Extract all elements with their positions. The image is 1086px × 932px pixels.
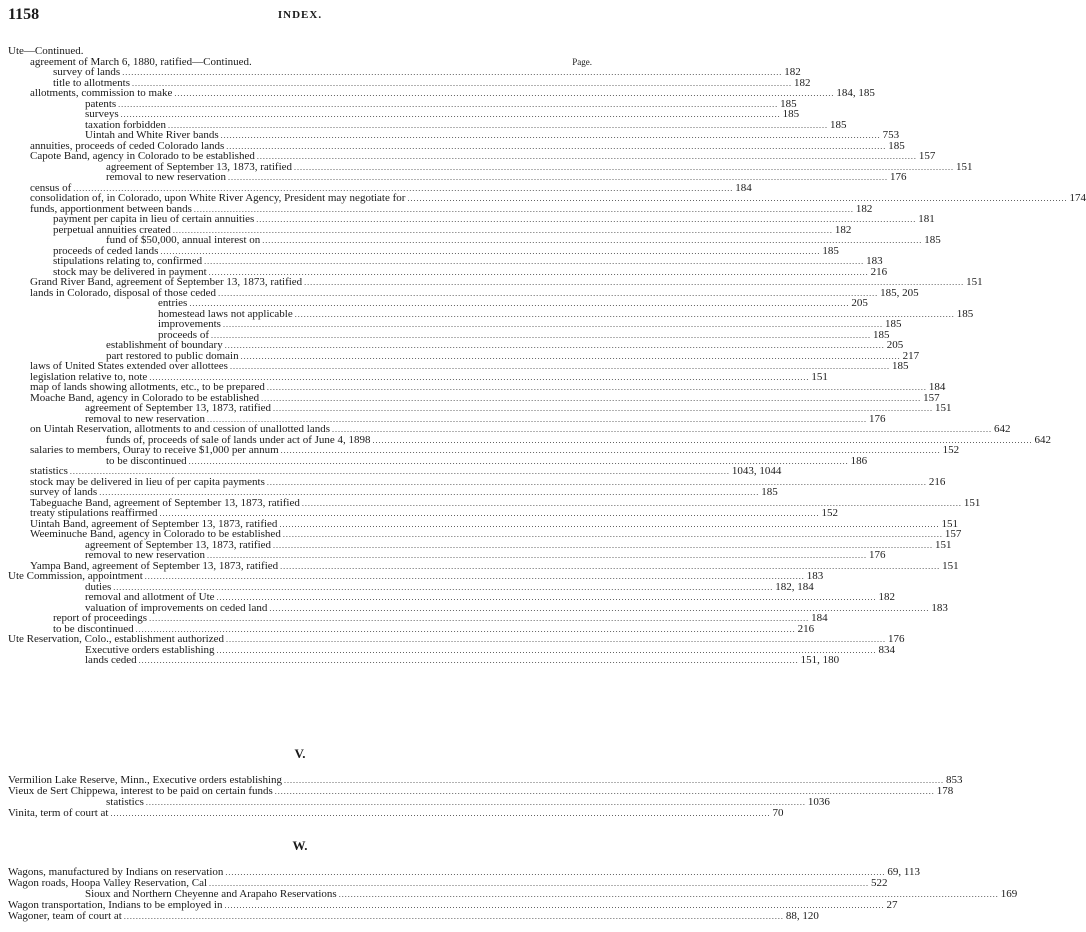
- dot-leader: ............................................................................................................................................................................................................................: [73, 183, 734, 193]
- dot-leader: ............................................................................................................................................................................................................................: [273, 404, 934, 413]
- entry-page: 185: [888, 139, 905, 152]
- entry-text: lands ceded: [85, 654, 137, 666]
- entry-page: 151: [966, 276, 983, 288]
- index-entry: [8, 807, 784, 819]
- dot-leader: ............................................................................................................................................................................................................................: [123, 912, 784, 921]
- dot-leader: ............................................................................................................................................................................................................................: [132, 78, 792, 88]
- entry-page: 642: [1034, 433, 1052, 446]
- entry-page: 151: [935, 402, 952, 414]
- entry-page: 176: [890, 171, 907, 183]
- dot-leader: ............................................................................................................................................................................................................................: [209, 879, 870, 888]
- entry-text: Ute—Continued.: [8, 45, 84, 57]
- entry-page: 182: [784, 66, 801, 78]
- dot-leader: ............................................................................................................................................................................................................................: [280, 446, 941, 455]
- entry-text: proceeds of: [158, 328, 210, 341]
- entry-text: establishment of boundary: [106, 339, 223, 351]
- entry-text: patents: [85, 97, 117, 110]
- entry-page: 157: [923, 391, 940, 404]
- entry-text: to be discontinued: [53, 622, 134, 635]
- page-number: 1158: [8, 6, 40, 23]
- page-header: [8, 6, 592, 28]
- entry-text: Executive orders establishing: [85, 643, 215, 656]
- entry-page: 834: [878, 643, 896, 656]
- entry-page: 157: [944, 528, 962, 540]
- entry-page: 151, 180: [800, 654, 840, 666]
- dot-leader: ............................................................................................................................................................................................................................: [372, 435, 1033, 445]
- dot-leader: ............................................................................................................................................................................................................................: [224, 341, 885, 350]
- entry-text: funds of, proceeds of sale of lands under act of June 4, 1898: [106, 433, 371, 446]
- entry-page: 151: [811, 370, 828, 383]
- entry-text: salaries to members, Ouray to receive $1,000 per annum: [30, 444, 279, 456]
- entry-text: Ute Commission, appointment: [8, 570, 143, 582]
- dot-leader: ............................................................................................................................................................................................................................: [160, 246, 821, 256]
- entry-text: agreement of September 13, 1873, ratified: [106, 160, 293, 173]
- dot-leader: ............................................................................................................................................................................................................................: [216, 645, 877, 655]
- entry-page: 69, 113: [887, 866, 920, 878]
- entry-page: 217: [902, 349, 920, 362]
- entry-text: statistics: [30, 465, 68, 477]
- entry-text: census of: [30, 181, 72, 194]
- entry-page: 152: [821, 507, 838, 519]
- dot-leader: ............................................................................................................................................................................................................................: [145, 798, 806, 807]
- dot-leader: ............................................................................................................................................................................................................................: [69, 467, 730, 476]
- dot-leader: ............................................................................................................................................................................................................................: [240, 351, 901, 361]
- entry-text: Wagon transportation, Indians to be employed in: [8, 899, 223, 911]
- dot-leader: ............................................................................................................................................................................................................................: [188, 456, 849, 466]
- dot-leader: ............................................................................................................................................................................................................................: [99, 488, 760, 497]
- entry-text: to be discontinued: [106, 454, 187, 467]
- entry-text: Vermilion Lake Reserve, Minn., Executive orders establishing: [8, 774, 283, 786]
- entry-page: 151: [942, 559, 959, 572]
- entry-text: stock may be delivered in lieu of per capita payments: [30, 475, 265, 488]
- dot-leader: ............................................................................................................................................................................................................................: [174, 89, 835, 98]
- entry-page: 1043, 1044: [731, 465, 782, 477]
- entry-text: improvements: [158, 318, 221, 330]
- entry-page: 205: [886, 339, 904, 351]
- entry-text: legislation relative to, note: [30, 370, 148, 383]
- entry-page: 184: [928, 381, 946, 393]
- dot-leader: ............................................................................................................................................................................................................................: [294, 309, 955, 319]
- dot-leader: ............................................................................................................................................................................................................................: [118, 99, 779, 109]
- entry-page: 184: [811, 612, 828, 624]
- entry-page: 176: [869, 549, 886, 561]
- entry-page: 184, 185: [836, 87, 875, 99]
- entry-page: 185, 205: [880, 286, 919, 299]
- entry-page: 642: [994, 423, 1011, 435]
- dot-leader: ............................................................................................................................................................................................................................: [274, 787, 935, 796]
- entry-text: fund of $50,000, annual interest on: [106, 234, 261, 246]
- entry-text: agreement of September 13, 1873, ratified: [85, 402, 272, 414]
- entry-page: 151: [941, 517, 958, 530]
- entry-page: 185: [761, 486, 778, 498]
- page-column-header: Page.: [572, 57, 592, 67]
- entry-page: 174: [1069, 192, 1086, 204]
- dot-leader: ............................................................................................................................................................................................................................: [282, 530, 943, 539]
- entry-text: laws of United States extended over allottees: [30, 360, 228, 372]
- entry-page: 185: [829, 118, 847, 131]
- entry-text: entries: [158, 297, 188, 309]
- entry-page: 27: [886, 899, 898, 911]
- entry-page: 183: [931, 601, 948, 614]
- entry-text: allotments, commission to make: [30, 87, 173, 99]
- entry-page: 70: [772, 807, 784, 819]
- entry-text: Moache Band, agency in Colorado to be established: [30, 391, 260, 404]
- entry-text: agreement of March 6, 1880, ratified—Continued.: [30, 55, 252, 68]
- dot-leader: ............................................................................................................................................................................................................................: [294, 162, 955, 172]
- section-letter: V.: [294, 746, 306, 761]
- dot-leader: ............................................................................................................................................................................................................................: [149, 372, 810, 382]
- entry-text: Wagons, manufactured by Indians on reservation: [8, 866, 224, 878]
- dot-leader: ............................................................................................................................................................................................................................: [218, 288, 879, 298]
- entry-text: statistics: [106, 796, 144, 808]
- entry-text: proceeds of ceded lands: [53, 244, 159, 257]
- dot-leader: ............................................................................................................................................................................................................................: [159, 509, 820, 518]
- dot-leader: ............................................................................................................................................................................................................................: [193, 204, 854, 214]
- entry-page: 185: [956, 307, 974, 320]
- entry-text: Vieux de Sert Chippewa, interest to be paid on certain funds: [8, 785, 273, 797]
- entry-page: 176: [869, 412, 886, 425]
- dot-leader: ............................................................................................................................................................................................................................: [338, 890, 999, 899]
- dot-leader: ............................................................................................................................................................................................................................: [149, 614, 810, 623]
- entry-text: lands in Colorado, disposal of those ceded: [30, 286, 217, 299]
- entry-page: 185: [873, 328, 890, 341]
- dot-leader: ............................................................................................................................................................................................................................: [172, 225, 833, 235]
- entry-page: 522: [871, 877, 888, 889]
- dot-leader: ............................................................................................................................................................................................................................: [301, 498, 962, 508]
- entry-page: 1036: [807, 796, 830, 808]
- entry-text: Vinita, term of court at: [8, 807, 109, 819]
- entry-page: 182: [794, 76, 811, 89]
- entry-page: 157: [918, 150, 936, 162]
- entry-text: report of proceedings: [53, 612, 148, 624]
- entry-text: annuities, proceeds of ceded Colorado lands: [30, 139, 225, 152]
- dot-leader: ............................................................................................................................................................................................................................: [266, 383, 927, 392]
- entry-page: 151: [935, 538, 952, 551]
- dot-leader: ............................................................................................................................................................................................................................: [256, 215, 917, 224]
- entry-page: 182: [855, 202, 873, 215]
- entry-text: Uintah Band, agreement of September 13, 1873, ratified: [30, 517, 278, 530]
- entry-page: 184: [735, 181, 752, 194]
- entry-page: 152: [942, 444, 960, 456]
- dot-leader: ............................................................................................................................................................................................................................: [144, 572, 805, 581]
- dot-leader: ............................................................................................................................................................................................................................: [284, 776, 945, 785]
- dot-leader: ............................................................................................................................................................................................................................: [226, 141, 887, 151]
- entry-page: 169: [1000, 888, 1018, 900]
- entry-text: agreement of September 13, 1873, ratified: [85, 538, 272, 551]
- entry-page: 185: [891, 360, 909, 372]
- entry-page: 183: [806, 570, 824, 582]
- entry-page: 185: [780, 97, 797, 110]
- entry-page: 178: [936, 785, 954, 797]
- entry-page: 183: [866, 255, 883, 267]
- dot-leader: ............................................................................................................................................................................................................................: [273, 540, 934, 550]
- entry-text: stipulations relating to, confirmed: [53, 255, 203, 267]
- entry-text: valuation of improvements on ceded land: [85, 601, 268, 614]
- dot-leader: ............................................................................................................................................................................................................................: [138, 656, 799, 665]
- entry-text: Uintah and White River bands: [85, 129, 219, 141]
- dot-leader: ............................................................................................................................................................................................................................: [216, 593, 877, 602]
- dot-leader: ............................................................................................................................................................................................................................: [228, 173, 889, 182]
- entry-text: Ute Reservation, Colo., establishment authorized: [8, 633, 224, 645]
- dot-leader: ............................................................................................................................................................................................................................: [167, 120, 828, 130]
- entry-page: 151: [956, 160, 973, 173]
- entry-page: 151: [963, 496, 981, 509]
- entry-text: survey of lands: [30, 486, 98, 498]
- dot-leader: ............................................................................................................................................................................................................................: [211, 330, 872, 340]
- entry-text: Tabeguache Band, agreement of September 13, 1873, ratified: [30, 496, 300, 509]
- dot-leader: ............................................................................................................................................................................................................................: [261, 393, 922, 403]
- section-letter: W.: [292, 838, 308, 853]
- entry-text: Capote Band, agency in Colorado to be established: [30, 150, 255, 162]
- entry-text: removal and allotment of Ute: [85, 591, 215, 603]
- dot-leader: ............................................................................................................................................................................................................................: [222, 320, 883, 329]
- entry-text: surveys: [85, 108, 119, 120]
- entry-text: homestead laws not applicable: [158, 307, 293, 320]
- entry-page: 181: [918, 213, 935, 225]
- entry-page: 753: [882, 129, 900, 141]
- dot-leader: ............................................................................................................................................................................................................................: [189, 299, 850, 308]
- index-entry: [8, 654, 840, 666]
- dot-leader: ............................................................................................................................................................................................................................: [269, 603, 930, 613]
- entry-text: Yampa Band, agreement of September 13, 1873, ratified: [30, 559, 279, 572]
- entry-text: Grand River Band, agreement of September 13, 1873, ratified: [30, 276, 303, 288]
- index-entry: [8, 910, 819, 922]
- dot-leader: ............................................................................................................................................................................................................................: [266, 477, 927, 487]
- entry-text: on Uintah Reservation, allotments to and cession of unallotted lands: [30, 423, 330, 435]
- entry-text: Wagon roads, Hoopa Valley Reservation, Cal: [8, 877, 208, 889]
- entry-page: 185: [884, 318, 902, 330]
- entry-text: map of lands showing allotments, etc., to be prepared: [30, 381, 265, 393]
- entry-page: 216: [928, 475, 946, 488]
- entry-text: removal to new reservation: [85, 412, 206, 425]
- entry-text: removal to new reservation: [106, 171, 227, 183]
- dot-leader: ............................................................................................................................................................................................................................: [262, 236, 923, 245]
- dot-leader: ............................................................................................................................................................................................................................: [207, 414, 868, 424]
- entry-text: Weeminuche Band, agency in Colorado to be established: [30, 528, 281, 540]
- dot-leader: ............................................................................................................................................................................................................................: [225, 635, 886, 644]
- entry-page: 185: [782, 108, 800, 120]
- entry-page: 88, 120: [785, 910, 819, 922]
- entry-text: funds, apportionment between bands: [30, 202, 192, 215]
- entry-page: 186: [850, 454, 868, 467]
- entry-text: stock may be delivered in payment: [53, 265, 207, 278]
- entry-page: 853: [946, 774, 963, 786]
- entry-page: 182, 184: [775, 580, 814, 593]
- entry-text: part restored to public domain: [106, 349, 239, 362]
- dot-leader: ............................................................................................................................................................................................................................: [280, 561, 941, 571]
- dot-leader: ............................................................................................................................................................................................................................: [304, 278, 965, 287]
- dot-leader: ............................................................................................................................................................................................................................: [122, 68, 783, 77]
- entry-text: title to allotments: [53, 76, 130, 89]
- entry-text: survey of lands: [53, 66, 121, 78]
- dot-leader: ............................................................................................................................................................................................................................: [279, 519, 940, 529]
- entry-page: 182: [834, 223, 852, 236]
- entry-page: 216: [870, 265, 888, 278]
- dot-leader: ............................................................................................................................................................................................................................: [256, 152, 917, 161]
- entry-page: 185: [924, 234, 941, 246]
- entry-page: 216: [797, 622, 815, 635]
- dot-leader: ............................................................................................................................................................................................................................: [113, 582, 774, 592]
- dot-leader: ............................................................................................................................................................................................................................: [207, 551, 868, 560]
- dot-leader: ............................................................................................................................................................................................................................: [224, 901, 885, 910]
- dot-leader: ............................................................................................................................................................................................................................: [220, 131, 881, 140]
- dot-leader: ............................................................................................................................................................................................................................: [135, 624, 796, 634]
- entry-text: perpetual annuities created: [53, 223, 171, 236]
- entry-text: removal to new reservation: [85, 549, 206, 561]
- dot-leader: ............................................................................................................................................................................................................................: [120, 110, 781, 119]
- dot-leader: ............................................................................................................................................................................................................................: [204, 257, 865, 266]
- page-title: INDEX.: [277, 9, 323, 21]
- entry-text: duties: [85, 580, 112, 593]
- entry-page: 182: [878, 591, 896, 603]
- dot-leader: ............................................................................................................................................................................................................................: [208, 267, 869, 277]
- entry-text: consolidation of, in Colorado, upon White River Agency, President may negotiate for: [30, 192, 406, 204]
- entry-text: Wagoner, team of court at: [8, 910, 122, 922]
- entry-text: Sioux and Northern Cheyenne and Arapaho Reservations: [85, 888, 337, 900]
- dot-leader: ............................................................................................................................................................................................................................: [225, 868, 886, 877]
- entry-page: 205: [851, 297, 868, 309]
- entry-text: taxation forbidden: [85, 118, 166, 131]
- dot-leader: ............................................................................................................................................................................................................................: [110, 809, 771, 818]
- dot-leader: ............................................................................................................................................................................................................................: [332, 425, 992, 434]
- entry-text: payment per capita in lieu of certain annuities: [53, 213, 255, 225]
- dot-leader: ............................................................................................................................................................................................................................: [229, 362, 890, 371]
- entry-text: treaty stipulations reaffirmed: [30, 507, 158, 519]
- entry-page: 185: [822, 244, 839, 257]
- entry-page: 176: [887, 633, 905, 645]
- dot-leader: ............................................................................................................................................................................................................................: [407, 194, 1068, 203]
